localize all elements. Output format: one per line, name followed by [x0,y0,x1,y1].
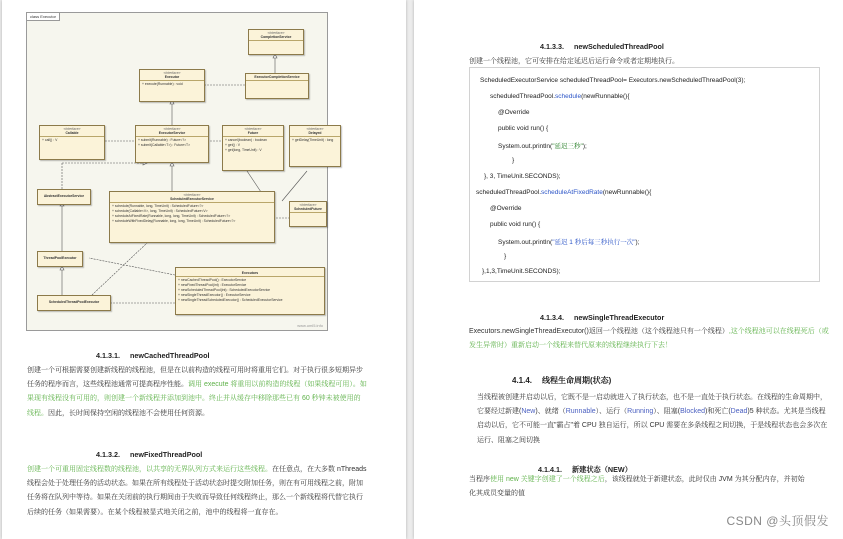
class-scheduled-executor-service: «Interface» ScheduledExecutorService + schedule(Runnable, long, TimeUnit) : ScheduledFuture<?> + schedule(Callable<V>, long, TimeUnit) : ScheduledFuture<V> + scheduleAtFixedRate(Runnable, long, long, TimeUnit) : ScheduledFuture<?> + scheduleWithFixedDelay(Runnable, long, long, TimeUnit) : ScheduledFuture<?> [109,191,275,243]
class-executors: Executors + newCachedThreadPool() : ExecutorService + newFixedThreadPool(int) : ExecutorService + newScheduledThreadPool(int) : ScheduledExecutorService + newSingleThreadExecutor() : ExecutorService + newSingleThreadScheduledExecutor() : ScheduledExecutorService [175,267,325,315]
diagram-footer: www.uml5.info [297,323,323,328]
paragraph-fixed-thread-pool: 创建一个可重用固定线程数的线程池，以共享的无界队列方式来运行这些线程。在任意点，在大多数 nThreads 线程会处于处理任务的活动状态。如果在所有线程处于活动状态时提交附加任务，则在有可用线程之前，附加任务将在队列中等待。如果在关闭前的执行期间由于失败而导致任何线程终止，那么一个新线程将代替它执行后续的任务（如果需要）。在某个线程被显式地关闭之前，池中的线程将一直存在。 [27,466,367,516]
class-completion-service: «Interface» CompletionService [248,29,304,55]
heading-single-thread-executor: 4.1.3.4. newSingleThreadExecutor [540,313,665,322]
left-page [2,0,406,539]
heading-fixed-thread-pool: 4.1.3.2. newFixedThreadPool [96,450,203,459]
edge-executors-tpe [89,258,175,275]
class-scheduled-thread-pool-executor: ScheduledThreadPoolExecutor [37,295,111,311]
class-abstract-executor-service: AbstractExecutorService [37,189,91,205]
code-line: @Override [490,205,522,212]
class-future: «Interface» Future + cancel(boolean) : boolean + get() : V + get(long, TimeUnit) : V [222,125,284,171]
code-line: },1,3,TimeUnit.SECONDS); [482,268,561,275]
code-line: System.out.println("延迟三秒"); [498,143,587,150]
code-line: scheduledThreadPool.scheduleAtFixedRate(newRunnable(){ [476,189,652,196]
paragraph-cached-thread-pool: 创建一个可根据需要创建新线程的线程池，但是在以前构造的线程可用时将重用它们。对于执行很多短期异步任务的程序而言，这些线程池通常可提高程序性能。调用 execute 将重用以前构造的线程（如果线程可用）。如果现有线程没有可用的，则创建一个新线程并添加到池中。终止并从缓存中移除那些已有 60 秒钟未被使用的线程。因此，长时间保持空闲的线程池不会使用任何资源。 [27,367,367,417]
code-line: System.out.println("延迟 1 秒后每三秒执行一次"); [498,239,640,246]
code-line: } [504,253,507,260]
paragraph-thread-lifecycle: 当线程被创建并启动以后，它既不是一启动就进入了执行状态，也不是一直处于执行状态。在线程的生命周期中，它要经过新建(New)、就绪（Runnable）、运行（Running）、阻塞(Blocked)和死亡(Dead)5 种状态。尤其是当线程启动以后，它不可能一直"霸占"着 CPU 独自运行，所以 CPU 需要在多条线程之间切换，于是线程状态也会多次在运行、阻塞之间切换 [477,394,828,444]
class-executor-service: «Interface» ExecutorService + submit(Runnable) : Future<?> + submit(Callable<T>) : Future<T> [135,125,209,163]
code-line: }, 3, TimeUnit.SECONDS); [484,173,561,180]
right-page [414,0,843,539]
code-block [469,67,820,282]
heading-thread-lifecycle: 4.1.4. 线程生命周期(状态) [512,376,612,385]
class-thread-pool-executor: ThreadPoolExecutor [37,251,83,267]
heading-new-state: 4.1.4.1. 新建状态（NEW） [538,465,632,474]
code-line: @Override [498,109,530,116]
class-scheduled-future: «Interface» ScheduledFuture [289,201,327,227]
edge-sf-delayed [282,171,307,201]
class-diagram [26,12,334,331]
paragraph-new-state: 当程序使用 new 关键字创建了一个线程之后，该线程就处于新建状态，此时仅由 JVM 为其分配内存，并初始化其成员变量的值 [469,476,805,498]
class-delayed: «Interface» Delayed + getDelay(TimeUnit) : long [289,125,341,167]
class-executor-completion-service: ExecutorCompletionService [245,73,309,99]
class-callable: «Interface» Callable + call() : V [39,125,105,160]
code-line: public void run() { [490,221,541,228]
paragraph-single-thread-executor: Executors.newSingleThreadExecutor()返回一个线程池（这个线程池只有一个线程）,这个线程池可以在线程死后（或发生异常时）重新启动一个线程来替代原来的线程继续执行下去！ [469,328,829,350]
code-line: public void run() { [498,125,549,132]
heading-cached-thread-pool: 4.1.3.1. newCachedThreadPool [96,351,210,360]
diagram-tag: class Executor [27,13,60,21]
heading-scheduled-thread-pool: 4.1.3.3. newScheduledThreadPool [540,42,664,51]
watermark: CSDN @头顶假发 [726,514,829,528]
code-line: } [512,157,515,164]
edge-stpe-ses [92,243,147,295]
class-executor: «Interface» Executor + execute(Runnable) : void [139,69,205,102]
code-line: ScheduledExecutorService scheduledThreadPool= Executors.newScheduledThreadPool(3); [480,77,746,84]
paragraph-scheduled-thread-pool: 创建一个线程池，它可安排在给定延迟后运行命令或者定期地执行。 [469,58,679,65]
code-line: scheduledThreadPool.schedule(newRunnable(){ [490,93,630,100]
